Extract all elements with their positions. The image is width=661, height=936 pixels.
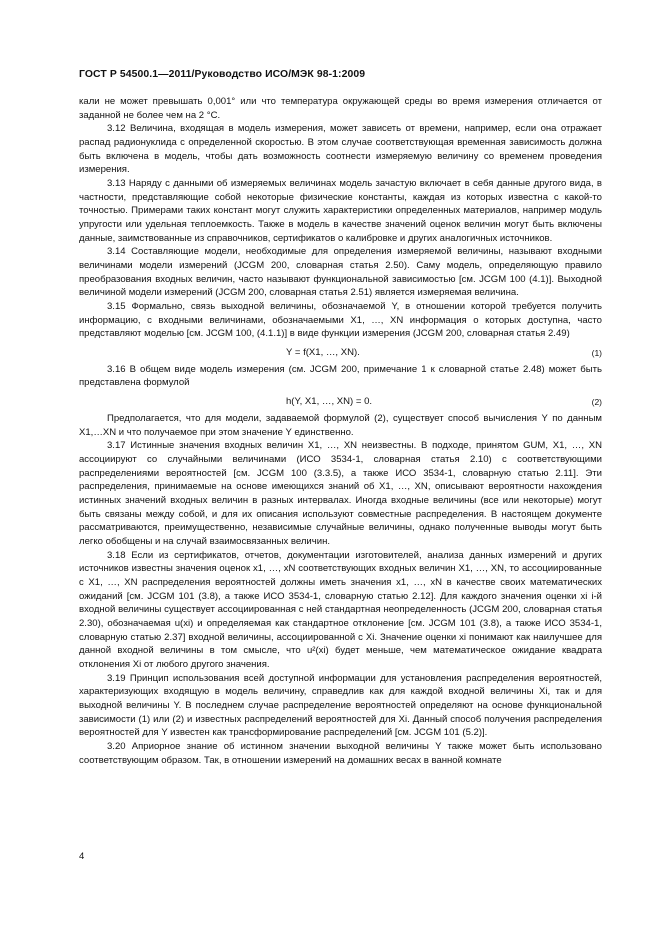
formula-1-number: (1) (591, 347, 602, 358)
paragraph-3-12: 3.12 Величина, входящая в модель измерения, может зависеть от времени, например, если она отражает распад радионуклида с определенной скоростью. В этом случае соответствующая временная зависимость должна быть включена в модель, чтобы дать возможность соотнести измеряемую величину со временем проведения измерения. (79, 123, 602, 176)
paragraph-3-13: 3.13 Наряду с данными об измеряемых величинах модель зачастую включает в себя данные другого вида, в частности, представляющие собой некоторые физические константы, каждая из которых известна с какой-то точностью. Примерами таких констант могут служить характеристики определенных материалов, например модуль упругости или удельная теплоемкость. Также в модель в качестве значений оценок величин могут быть включены данные, заимствованные из справочников, сертификатов о калибровке и других аналогичных источников. (79, 177, 602, 244)
paragraph-3-14: 3.14 Составляющие модели, необходимые для определения измеряемой величины, называют входными величинами модели измерений (JCGM 200, словарная статья 2.50). Саму модель, определяющую правило преобразования входных величин, часто называют функциональной зависимостью [см. JCGM 100 (4.1)]. Выходной величиной модели измерений (JCGM 200, словарная статья 2.51) является измеряемая величина. (79, 246, 602, 299)
formula-2-text: h(Y, X1, …, XN) = 0. (286, 396, 373, 408)
formula-2 (79, 392, 602, 411)
document-body (79, 95, 602, 767)
paragraph-continuation: кали не может превышать 0,001° или что температура окружающей среды во время измерения отличается от заданной не более чем на 2 °С. (79, 96, 602, 121)
paragraph-3-19: 3.19 Принцип использования всей доступной информации для установления распределения вероятностей, характеризующих входящую в модель величину, справедлив как для каждой входной величины Xi, так и для выходной величины Y. В последнем случае распределение вероятностей определяют на основе функциональной зависимости (1) или (2) и известных распределений вероятностей для Xi. Данный способ получения распределения вероятностей для Y известен как трансформирование распределений [см. JCGM 101 (5.2)]. (79, 672, 602, 739)
document-header: ГОСТ Р 54500.1—2011/Руководство ИСО/МЭК 98-1:2009 (79, 69, 366, 80)
paragraph-3-16-continued: Предполагается, что для модели, задаваемой формулой (2), существует способ вычисления Y по данным X1,…XN и что получаемое при этом значение Y единственно. (79, 413, 602, 438)
paragraph-3-20: 3.20 Априорное знание об истинном значении выходной величины Y также может быть использовано соответствующим образом. Так, в отношении измерений на домашних весах в ванной комнате (79, 740, 602, 766)
formula-1 (79, 343, 602, 362)
paragraph-3-16: 3.16 В общем виде модель измерения (см. JCGM 200, примечание 1 к словарной статье 2.48) может быть представлена формулой (79, 363, 602, 389)
page-number: 4 (79, 851, 85, 862)
formula-2-number: (2) (591, 397, 602, 408)
paragraph-3-18: 3.18 Если из сертификатов, отчетов, документации изготовителей, анализа данных измерений и других источников известны значения оценок x1, …, xN соответствующих входных величин X1, …, XN, то ассоциированные с X1, …, XN распределения вероятностей должны иметь значения x1, …, xN в качестве своих математических ожиданий [см. JCGM 101 (3.8), а также ИСО 3534-1, словарную статью 2.12]. Для каждого значения оценки xi i-й входной величины существует ассоциированная с ней стандартная неопределенность (JCGM 200, словарная статья 2.30), обозначаемая u(xi) и определяемая как стандартное отклонение [см. JCGM 101 (3.8), а также ИСО 3534-1, словарную статью 2.37] входной величины, ассоциированной с Xi. Значение оценки xi понимают как наилучшее для данной входной величины в том смысле, что u²(xi) будет меньше, чем математическое ожидание квадрата отклонения Xi от любого другого значения. (79, 549, 602, 670)
paragraph-3-15: 3.15 Формально, связь выходной величины, обозначаемой Y, в отношении которой требуется получить информацию, с входными величинами, обозначаемыми X1, …, XN информация о которых доступна, часто представляют моделью [см. JCGM 100, (4.1.1)] в виде функции измерения (JCGM 200, словарная статья 2.49) (79, 300, 602, 340)
paragraph-3-17: 3.17 Истинные значения входных величин X1, …, XN неизвестны. В подходе, принятом GUM, X1, …, XN ассоциируют со случайными величинами (ИСО 3534-1, словарная статья 2.10) с соответствующими распределениями вероятностей [см. JCGM 100 (3.3.5), а также ИСО 3534-1, словарную статью 2.11]. Эти распределения, принимаемые на основе имеющихся знаний об X1, …, XN, описывают вероятности нахождения истинных значений входных величин в разных интервалах. Иногда входные величины (все или некоторые) могут быть связаны между собой, и для их описания используют совместные распределения. В настоящем документе рассматриваются, преимущественно, независимые случайные величины, однако полученные выводы могут быть легко обобщены и на случай взаимосвязанных величин. (79, 440, 602, 548)
formula-1-text: Y = f(X1, …, XN). (286, 346, 360, 358)
